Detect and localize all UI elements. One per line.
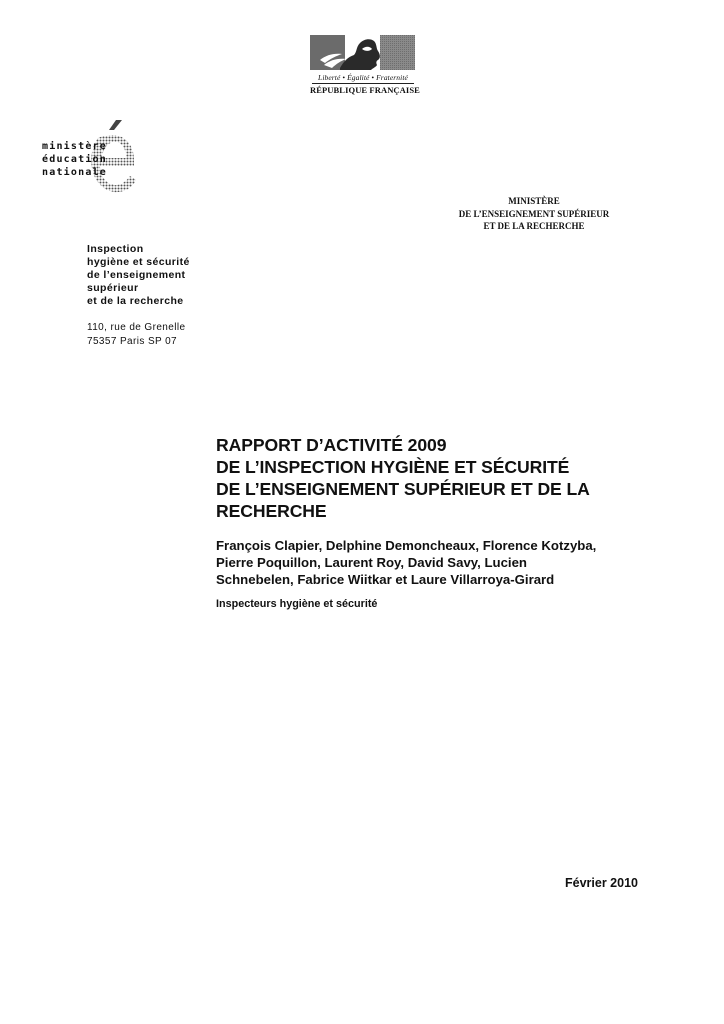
- address-line: 110, rue de Grenelle: [87, 322, 186, 333]
- ministere-education-logo: [40, 118, 150, 198]
- report-authors: [216, 537, 656, 588]
- republic-motto: Liberté • Égalité • Fraternité: [318, 73, 408, 82]
- ministry-logo-line: éducation: [42, 154, 107, 165]
- ministry-header-line: ET DE LA RECHERCHE: [483, 221, 585, 231]
- report-title: [216, 434, 656, 522]
- republic-divider: [312, 83, 414, 84]
- inspection-line: supérieur: [87, 282, 139, 294]
- report-title-line: RAPPORT D’ACTIVITÉ 2009: [216, 435, 447, 455]
- ministry-logo-line: nationale: [42, 167, 107, 178]
- republic-name: RÉPUBLIQUE FRANÇAISE: [310, 85, 420, 95]
- authors-line: François Clapier, Delphine Demoncheaux, Florence Kotzyba,: [216, 538, 597, 553]
- ministry-header-line: MINISTÈRE: [508, 196, 560, 206]
- report-title-line: DE L’INSPECTION HYGIÈNE ET SÉCURITÉ: [216, 457, 570, 477]
- authors-line: Schnebelen, Fabrice Wiitkar et Laure Villarroya-Girard: [216, 572, 555, 587]
- inspection-line: et de la recherche: [87, 295, 184, 307]
- ministry-header-line: DE L’ENSEIGNEMENT SUPÉRIEUR: [458, 208, 610, 219]
- report-title-line: DE L’ENSEIGNEMENT SUPÉRIEUR ET DE LA: [216, 479, 590, 499]
- report-title-line: RECHERCHE: [216, 501, 327, 521]
- inspection-line: de l’enseignement: [87, 269, 186, 281]
- ministry-header: [424, 195, 644, 233]
- inspection-line: Inspection: [87, 243, 144, 255]
- report-title-block: [216, 434, 656, 610]
- address-line: 75357 Paris SP 07: [87, 335, 178, 347]
- inspection-line: hygiène et sécurité: [87, 256, 190, 268]
- authors-line: Pierre Poquillon, Laurent Roy, David Savy, Lucien: [216, 555, 527, 570]
- postal-address: [87, 321, 185, 348]
- ministry-logo-line: ministère: [42, 141, 107, 152]
- marianne-flag-icon: [310, 35, 415, 70]
- report-date: Février 2010: [565, 876, 638, 890]
- authors-role: Inspecteurs hygiène et sécurité: [216, 598, 378, 610]
- inspection-service-name: [87, 243, 190, 308]
- republique-francaise-logo: [310, 35, 420, 95]
